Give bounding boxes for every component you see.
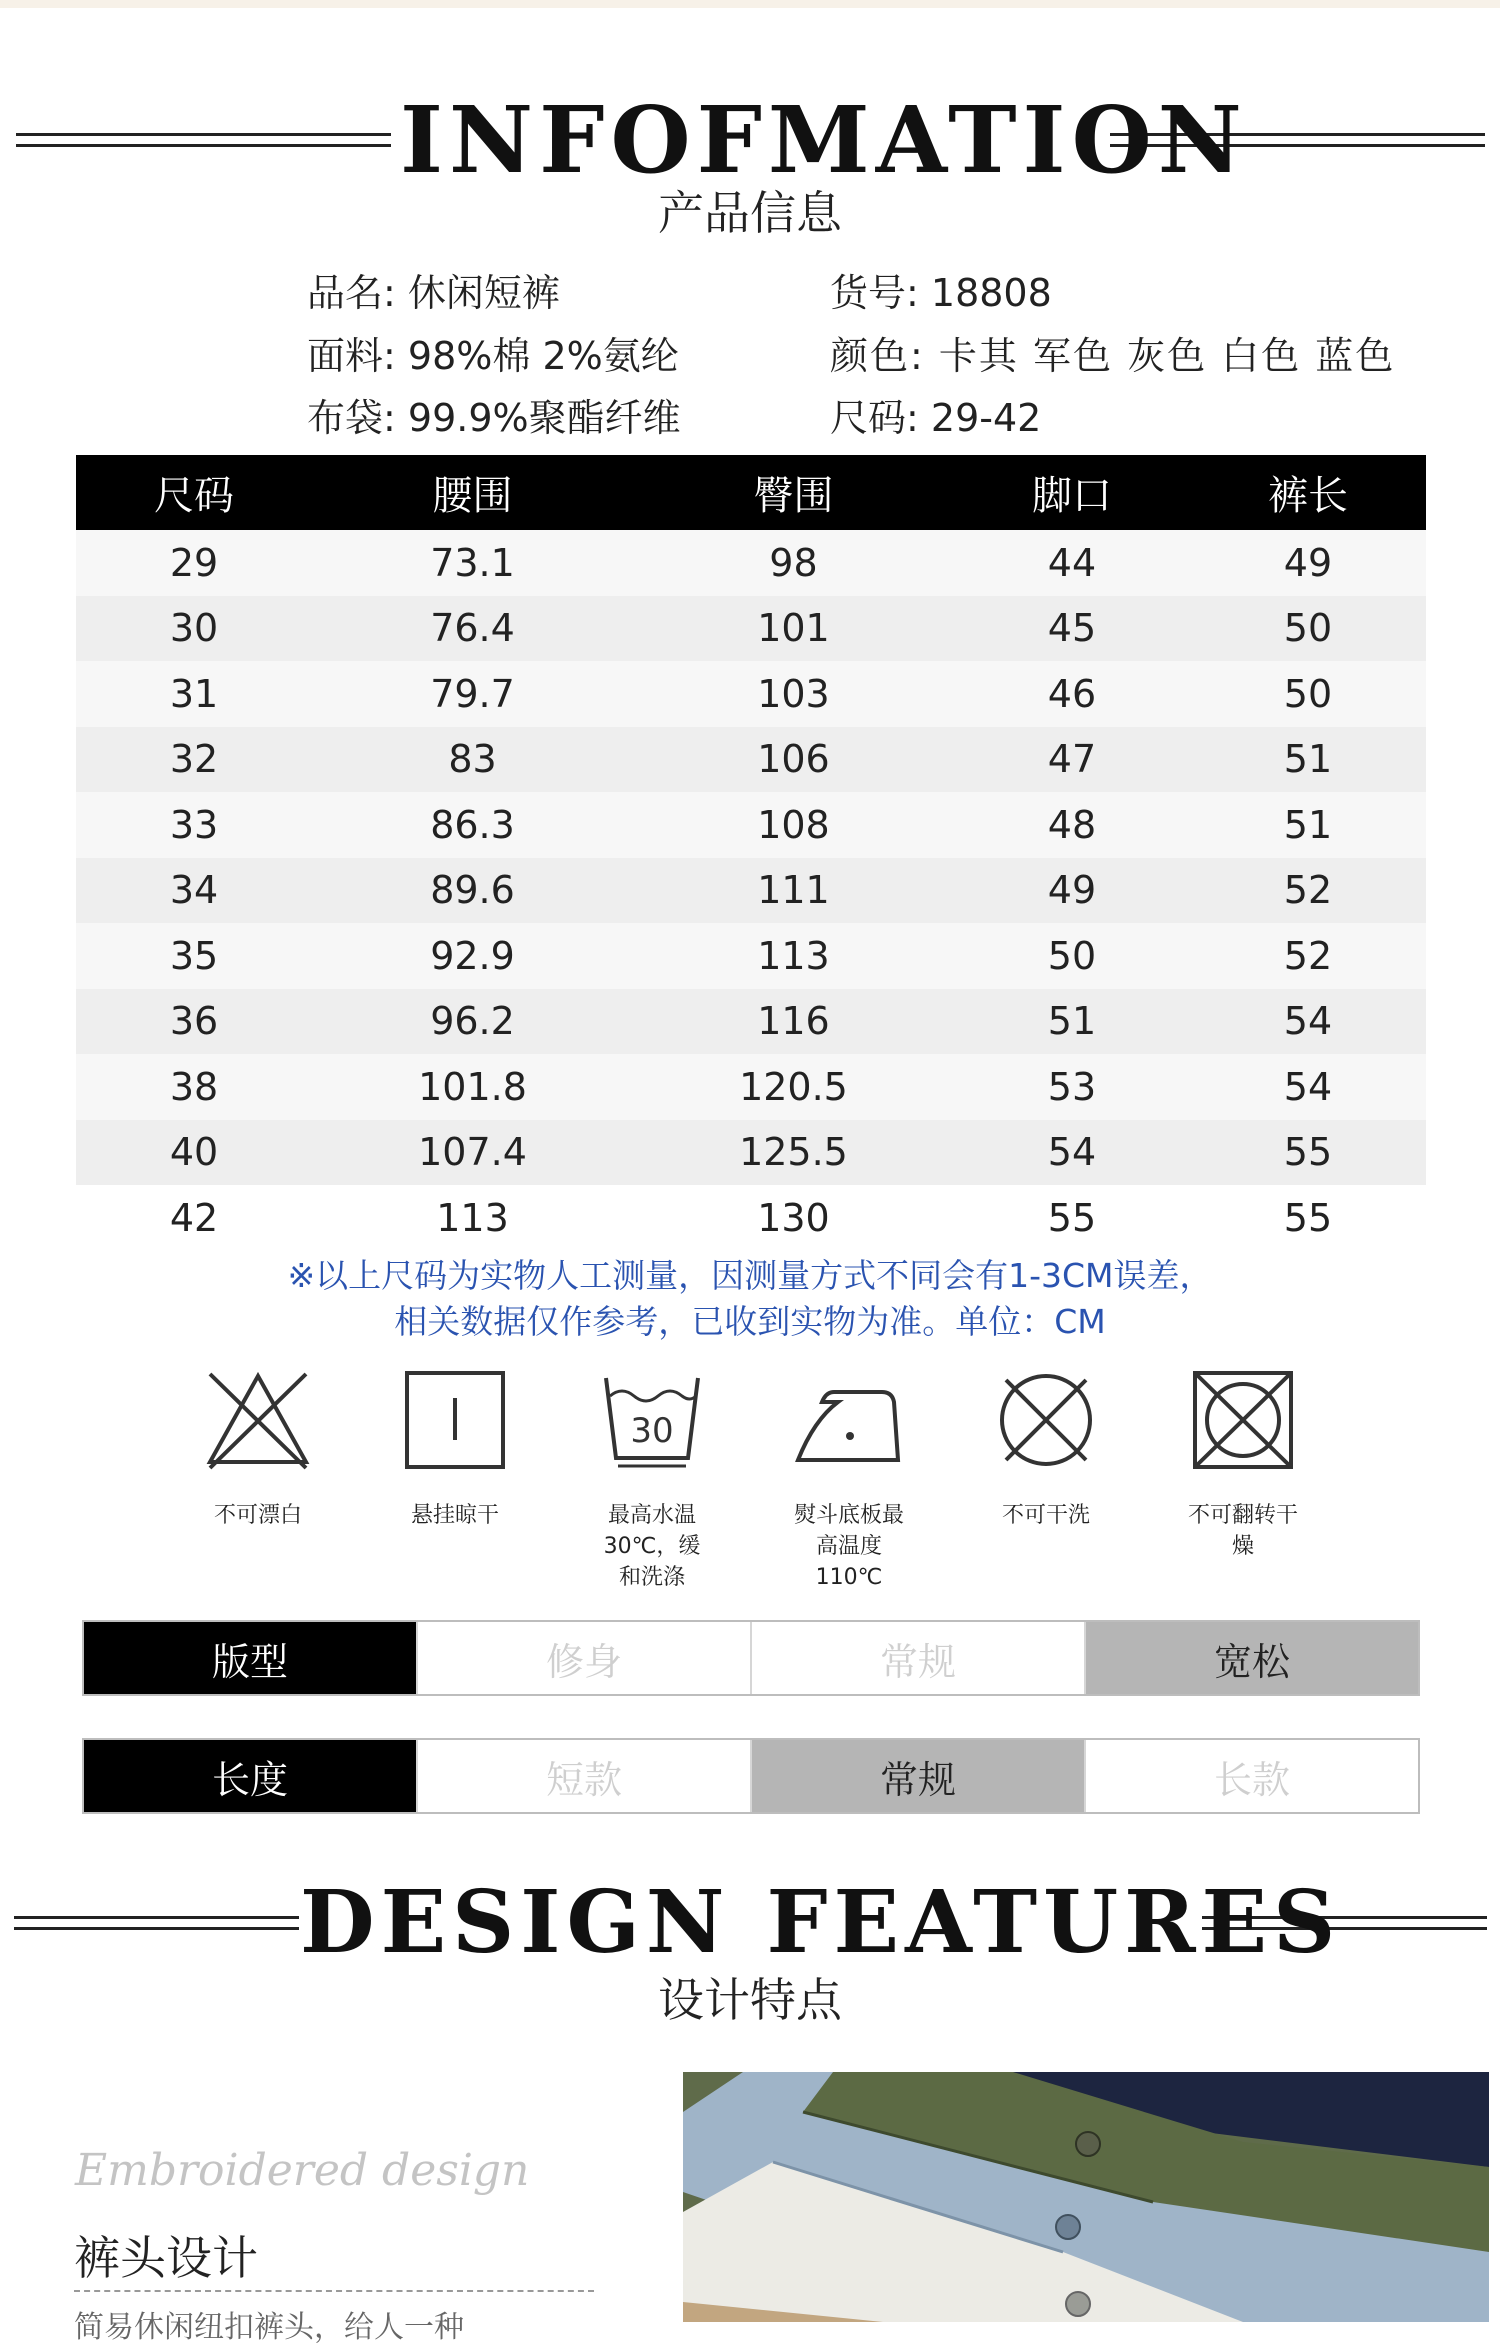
care-label: 不可漂白 [213,1503,302,1528]
fit-bar [82,1620,1420,1696]
cell-hem: 49 [954,858,1190,924]
info-name: 品名: 休闲短裤 [307,271,560,315]
cell-hem: 48 [954,792,1190,858]
cell-hem: 46 [954,661,1190,727]
length-option-long: 长款 [1213,1757,1290,1802]
cell-length: 54 [1190,1054,1426,1120]
cell-size: 40 [76,1120,312,1186]
cell-waist: 83 [312,727,633,793]
cell-size: 38 [76,1054,312,1120]
cell-hip: 113 [633,923,954,989]
cell-length: 51 [1190,727,1426,793]
cell-size: 34 [76,858,312,924]
cell-hip: 103 [633,661,954,727]
cell-hem: 44 [954,530,1190,596]
cell-length: 54 [1190,989,1426,1055]
cell-waist: 96.2 [312,989,633,1055]
section-subtitle-design: 设计特点 [658,1973,842,2027]
cell-hip: 120.5 [633,1054,954,1120]
col-hem: 脚口 [954,455,1190,530]
cell-hip: 106 [633,727,954,793]
no-tumble-dry-icon [1191,1370,1295,1470]
col-hip: 臀围 [633,455,954,530]
cell-waist: 86.3 [312,792,633,858]
cell-size: 29 [76,530,312,596]
cell-waist: 89.6 [312,858,633,924]
table-row [76,1185,1426,1251]
cell-waist: 76.4 [312,596,633,662]
cell-hem: 54 [954,1120,1190,1186]
care-no-bleach [178,1370,338,1531]
cell-length: 55 [1190,1185,1426,1251]
col-waist: 腰围 [312,455,633,530]
cell-length: 49 [1190,530,1426,596]
cell-hem: 51 [954,989,1190,1055]
cell-hem: 53 [954,1054,1190,1120]
feature-description: 简易休闲纽扣裤头，给人一种 [74,2310,464,2345]
table-row [76,661,1426,727]
cell-size: 33 [76,792,312,858]
care-label: 悬挂晾干 [410,1503,499,1528]
col-length: 裤长 [1190,455,1426,530]
care-label: 不可干洗 [1001,1503,1090,1528]
care-hang-dry [375,1370,535,1531]
cell-length: 50 [1190,596,1426,662]
cell-hip: 111 [633,858,954,924]
hang-dry-icon [403,1370,507,1470]
cell-hem: 55 [954,1185,1190,1251]
cell-hip: 116 [633,989,954,1055]
measurement-note-line2: 相关数据仅作参考，已收到实物为准。单位：CM [394,1302,1106,1341]
shorts-stack-image [683,2072,1489,2322]
cell-length: 55 [1190,1120,1426,1186]
care-no-dry-clean [966,1370,1126,1531]
feature-divider [74,2290,594,2292]
length-option-regular-selected: 常规 [752,1740,1086,1812]
info-item-no: 货号: 18808 [830,271,1052,315]
no-bleach-icon [206,1370,310,1470]
fit-option-slim: 修身 [418,1622,752,1694]
cell-size: 32 [76,727,312,793]
info-sizes: 尺码: 29-42 [830,396,1042,440]
section-title-information: INFOFMATION [400,86,1248,194]
cell-size: 42 [76,1185,312,1251]
cell-size: 31 [76,661,312,727]
length-bar [82,1738,1420,1814]
table-row [76,1120,1426,1186]
cell-length: 50 [1190,661,1426,727]
table-row [76,923,1426,989]
care-label: 不可翻转干 燥 [1187,1503,1298,1559]
care-label: 熨斗底板最 高温度 110℃ [793,1503,904,1590]
table-row [76,1054,1426,1120]
length-label: 长度 [84,1740,418,1812]
cell-hip: 98 [633,530,954,596]
size-table-body [76,530,1426,1251]
length-option-short: 短款 [418,1740,752,1812]
col-size: 尺码 [76,455,312,530]
iron-icon [794,1370,904,1470]
measurement-note-line1: ※以上尺码为实物人工测量，因测量方式不同会有1-3CM误差， [287,1256,1213,1295]
cell-hem: 47 [954,727,1190,793]
cell-length: 52 [1190,923,1426,989]
feature-script-heading: Embroidered design [75,2145,530,2196]
care-wash-30 [572,1370,732,1593]
table-row [76,792,1426,858]
cell-waist: 92.9 [312,923,633,989]
care-iron [769,1370,929,1593]
cell-hip: 130 [633,1185,954,1251]
cell-waist: 79.7 [312,661,633,727]
cell-hip: 101 [633,596,954,662]
svg-text:30: 30 [630,1411,674,1451]
cell-waist: 101.8 [312,1054,633,1120]
table-row [76,727,1426,793]
info-colors: 颜色: 卡其 军色 灰色 白色 蓝色 [830,334,1396,378]
fit-option-regular: 常规 [752,1622,1086,1694]
cell-size: 36 [76,989,312,1055]
fit-label: 版型 [84,1622,418,1694]
table-row [76,989,1426,1055]
no-dry-clean-icon [994,1370,1098,1470]
info-fabric: 面料: 98%棉 2%氨纶 [307,334,679,378]
care-no-tumble-dry [1163,1370,1323,1562]
design-rule-left [14,1916,299,1930]
cell-waist: 73.1 [312,530,633,596]
section-subtitle-product-info: 产品信息 [658,186,842,240]
cell-size: 30 [76,596,312,662]
cell-waist: 113 [312,1185,633,1251]
wash-30-icon [600,1370,704,1470]
cell-waist: 107.4 [312,1120,633,1186]
cell-hip: 108 [633,792,954,858]
product-photo-shorts [683,2072,1489,2322]
cell-hem: 50 [954,923,1190,989]
table-row [76,530,1426,596]
size-table-header [76,455,1426,530]
cell-length: 52 [1190,858,1426,924]
fit-option-loose-selected: 宽松 [1086,1622,1418,1694]
section-title-design-features: DESIGN FEATURES [300,1872,1342,1973]
cell-hem: 45 [954,596,1190,662]
feature-title: 裤头设计 [74,2231,258,2285]
info-pocket: 布袋: 99.9%聚酯纤维 [307,396,681,440]
size-table [76,455,1426,1251]
care-label: 最高水温 30℃，缓 和洗涤 [603,1503,701,1590]
cell-hip: 125.5 [633,1120,954,1186]
top-strip [0,0,1500,8]
cell-length: 51 [1190,792,1426,858]
cell-size: 35 [76,923,312,989]
title-rule-left [16,133,391,147]
table-row [76,858,1426,924]
table-row [76,596,1426,662]
